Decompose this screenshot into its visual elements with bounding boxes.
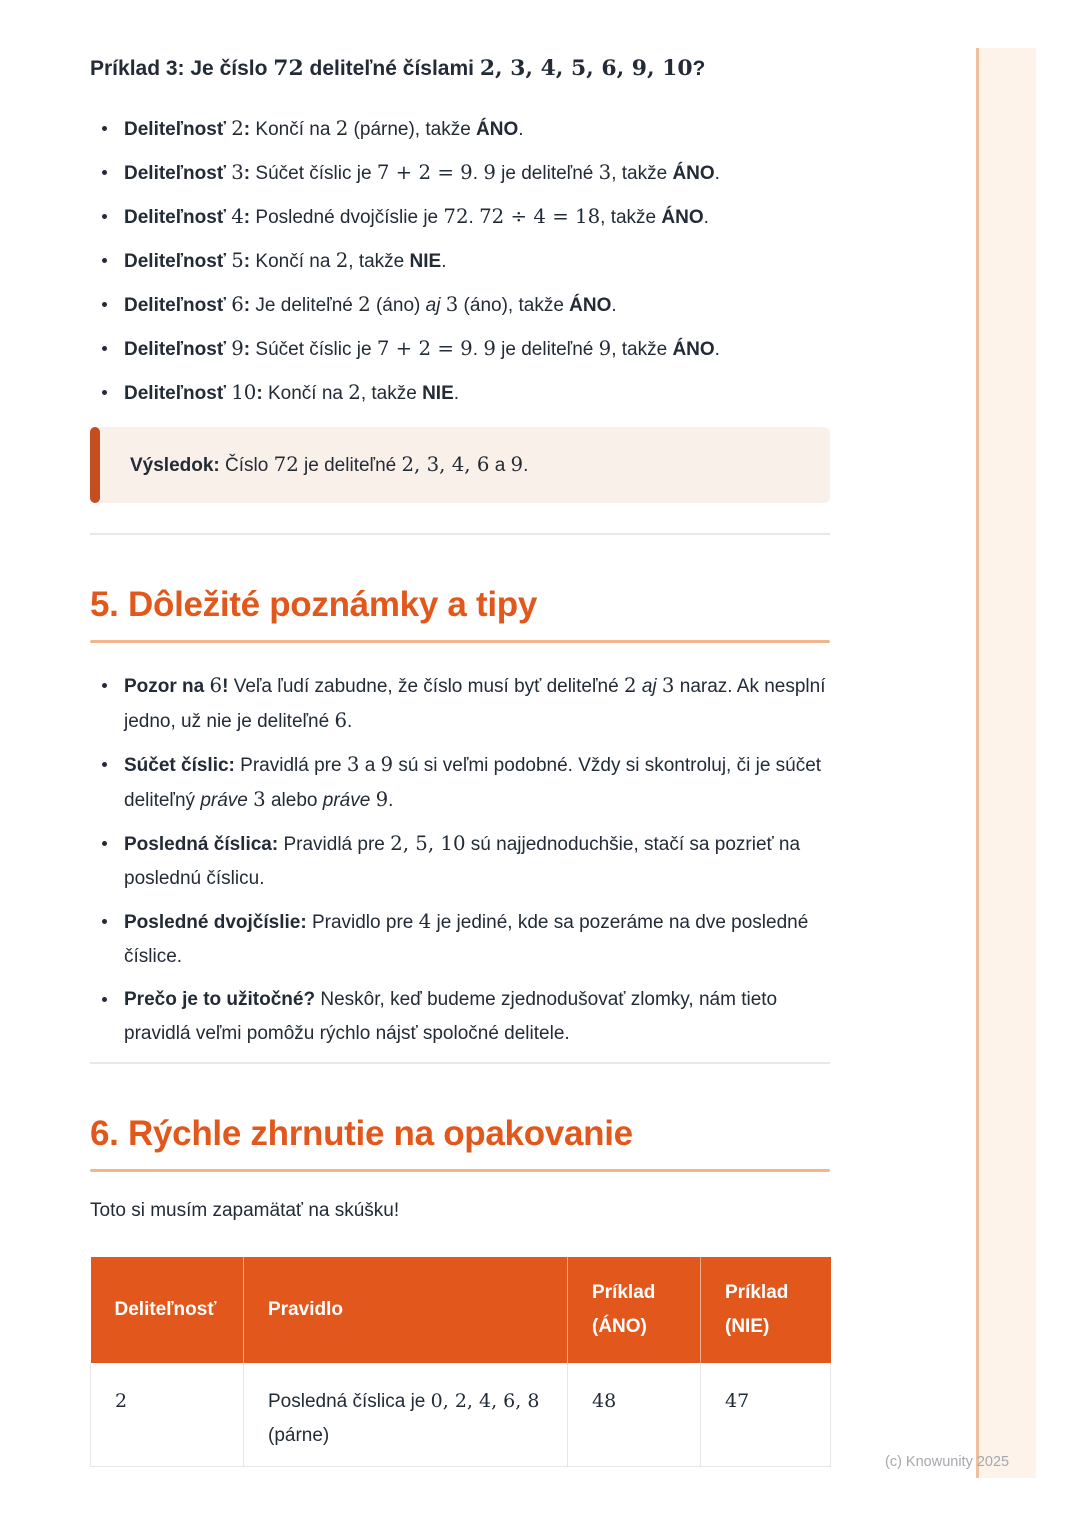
list-item: Deliteľnosť 10: Končí na 2, takže NIE. (124, 378, 830, 409)
copyright-watermark: (c) Knowunity 2025 (885, 1454, 1010, 1470)
table-header-example-yes: Príklad (ÁNO) (568, 1257, 701, 1363)
list-item: Posledná číslica: Pravidlá pre 2, 5, 10 sú najjednoduchšie, stačí sa pozrieť na poslednú číslicu. (124, 827, 830, 896)
table-header-row (91, 1257, 831, 1363)
cell-example-yes: 48 (568, 1363, 701, 1466)
result-text: Výsledok: Číslo 72 je deliteľné 2, 3, 4, 6 a 9. (130, 453, 529, 476)
section-divider (90, 533, 830, 535)
section6-heading: 6. Rýchle zhrnutie na opakovanie (90, 1114, 633, 1153)
table-header-example-no: Príklad (NIE) (701, 1257, 831, 1363)
callout-accent-bar (90, 427, 100, 503)
list-item: Deliteľnosť 3: Súčet číslic je 7 + 2 = 9. 9 je deliteľné 3, takže ÁNO. (124, 158, 830, 189)
list-item: Deliteľnosť 9: Súčet číslic je 7 + 2 = 9. 9 je deliteľné 9, takže ÁNO. (124, 334, 830, 365)
result-callout (90, 427, 830, 503)
tips-list (90, 669, 830, 1051)
table-header-divisor: Deliteľnosť (91, 1257, 244, 1363)
list-item: Posledné dvojčíslie: Pravidlo pre 4 je jediné, kde sa pozeráme na dve posledné číslice. (124, 905, 830, 974)
list-item: Deliteľnosť 5: Končí na 2, takže NIE. (124, 246, 830, 277)
list-item: Súčet číslic: Pravidlá pre 3 a 9 sú si veľmi podobné. Vždy si skontroluj, či je súčet deliteľný práve 3 alebo práve 9. (124, 748, 830, 818)
list-item: Prečo je to užitočné? Neskôr, keď budeme zjednodušovať zlomky, nám tieto pravidlá veľmi pomôžu rýchlo nájsť spoločné delitele. (124, 983, 830, 1051)
table-header-rule: Pravidlo (244, 1257, 568, 1363)
cell-divisor: 2 (91, 1363, 244, 1466)
summary-table (90, 1257, 831, 1467)
cell-example-no: 47 (701, 1363, 831, 1466)
example3-title: Príklad 3: Je číslo 72 deliteľné číslami 2, 3, 4, 5, 6, 9, 10? (90, 55, 706, 81)
table-row (91, 1363, 831, 1466)
document-content (90, 0, 830, 1467)
section-divider (90, 1062, 830, 1064)
list-item: Pozor na 6! Veľa ľudí zabudne, že číslo musí byť deliteľné 2 aj 3 naraz. Ak nesplní jedno, už nie je deliteľné 6. (124, 669, 830, 739)
section5-heading: 5. Dôležité poznámky a tipy (90, 585, 538, 624)
page-edge-strip (976, 48, 1036, 1478)
list-item: Deliteľnosť 6: Je deliteľné 2 (áno) aj 3 (áno), takže ÁNO. (124, 290, 830, 321)
cell-rule: Posledná číslica je 0, 2, 4, 6, 8 (párne) (244, 1363, 568, 1466)
section5-heading-underline (90, 640, 830, 643)
list-item: Deliteľnosť 4: Posledné dvojčíslie je 72. 72 ÷ 4 = 18, takže ÁNO. (124, 202, 830, 233)
section6-heading-underline (90, 1169, 830, 1172)
example3-list (90, 114, 830, 409)
list-item: Deliteľnosť 2: Končí na 2 (párne), takže ÁNO. (124, 114, 830, 145)
summary-intro: Toto si musím zapamätať na skúšku! (90, 1200, 400, 1221)
